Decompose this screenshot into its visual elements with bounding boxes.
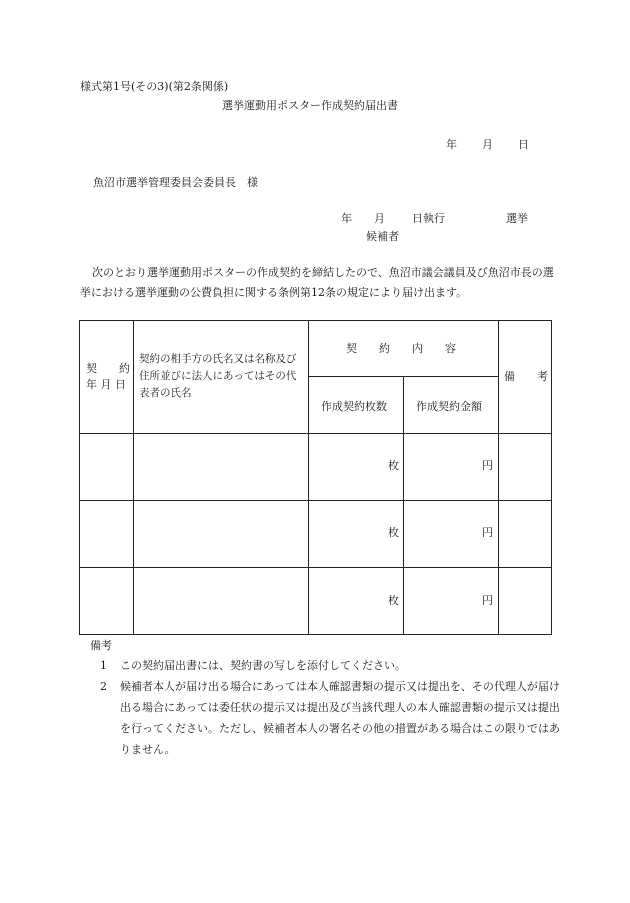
form-number: 様式第1号(その3)(第2条関係) — [80, 80, 229, 93]
notes-heading: 備考 — [90, 639, 112, 652]
note-number: 1 — [100, 659, 107, 672]
row-1-count-unit: 枚 — [388, 459, 399, 472]
contract-table — [79, 320, 552, 635]
header-contract-date — [86, 361, 132, 393]
header-contract-date-line1: 契 約 — [86, 362, 130, 375]
note-text: この契約届出書には、契約書の写しを添付してください。 — [120, 659, 406, 672]
header-contract-date-line2: 年 月 日 — [86, 378, 126, 391]
election-label: 選挙 — [506, 212, 528, 225]
row-3-amount-unit: 円 — [482, 594, 493, 607]
candidate-label: 候補者 — [366, 230, 399, 243]
note-item-2 — [100, 676, 560, 760]
row-2-count-unit: 枚 — [388, 526, 399, 539]
date-day-label: 日 — [518, 138, 529, 151]
document-title: 選挙運動用ポスター作成契約届出書 — [222, 99, 398, 112]
election-executed-label: 日執行 — [412, 212, 445, 225]
row-1-amount-unit: 円 — [482, 459, 493, 472]
header-remarks: 備 考 — [504, 370, 548, 383]
date-month-label: 月 — [482, 138, 493, 151]
header-contract-amount: 作成契約金額 — [416, 400, 482, 413]
row-2-amount-unit: 円 — [482, 526, 493, 539]
body-text: 次のとおり選挙運動用ポスターの作成契約を締結したので、魚沼市議会議員及び魚沼市長の選挙における選挙運動の公費負担に関する条例第12条の規定により届け出ます。 — [80, 266, 554, 299]
election-line — [341, 211, 528, 227]
row-3-count-unit: 枚 — [388, 594, 399, 607]
header-contract-content: 契 約 内 容 — [346, 342, 456, 355]
note-number: 2 — [100, 680, 107, 693]
note-text: 候補者本人が届け出る場合にあっては本人確認書類の提示又は提出を、その代理人が届け出る場合にあっては委任状の提示又は提出及び当該代理人の本人確認書類の提示又は提出を行ってください。ただし、候補者本人の署名その他の措置がある場合はこの限りではありません。 — [120, 680, 560, 756]
election-month-label: 月 — [374, 212, 385, 225]
election-year-label: 年 — [341, 212, 352, 225]
note-item-1 — [100, 655, 560, 676]
header-counterparty: 契約の相手方の氏名又は名称及び住所並びに法人にあってはその代表者の氏名 — [139, 353, 297, 399]
submission-date — [446, 137, 529, 153]
addressee: 魚沼市選挙管理委員会委員長 様 — [93, 176, 258, 189]
date-year-label: 年 — [446, 138, 457, 151]
header-contract-count: 作成契約枚数 — [321, 400, 387, 413]
